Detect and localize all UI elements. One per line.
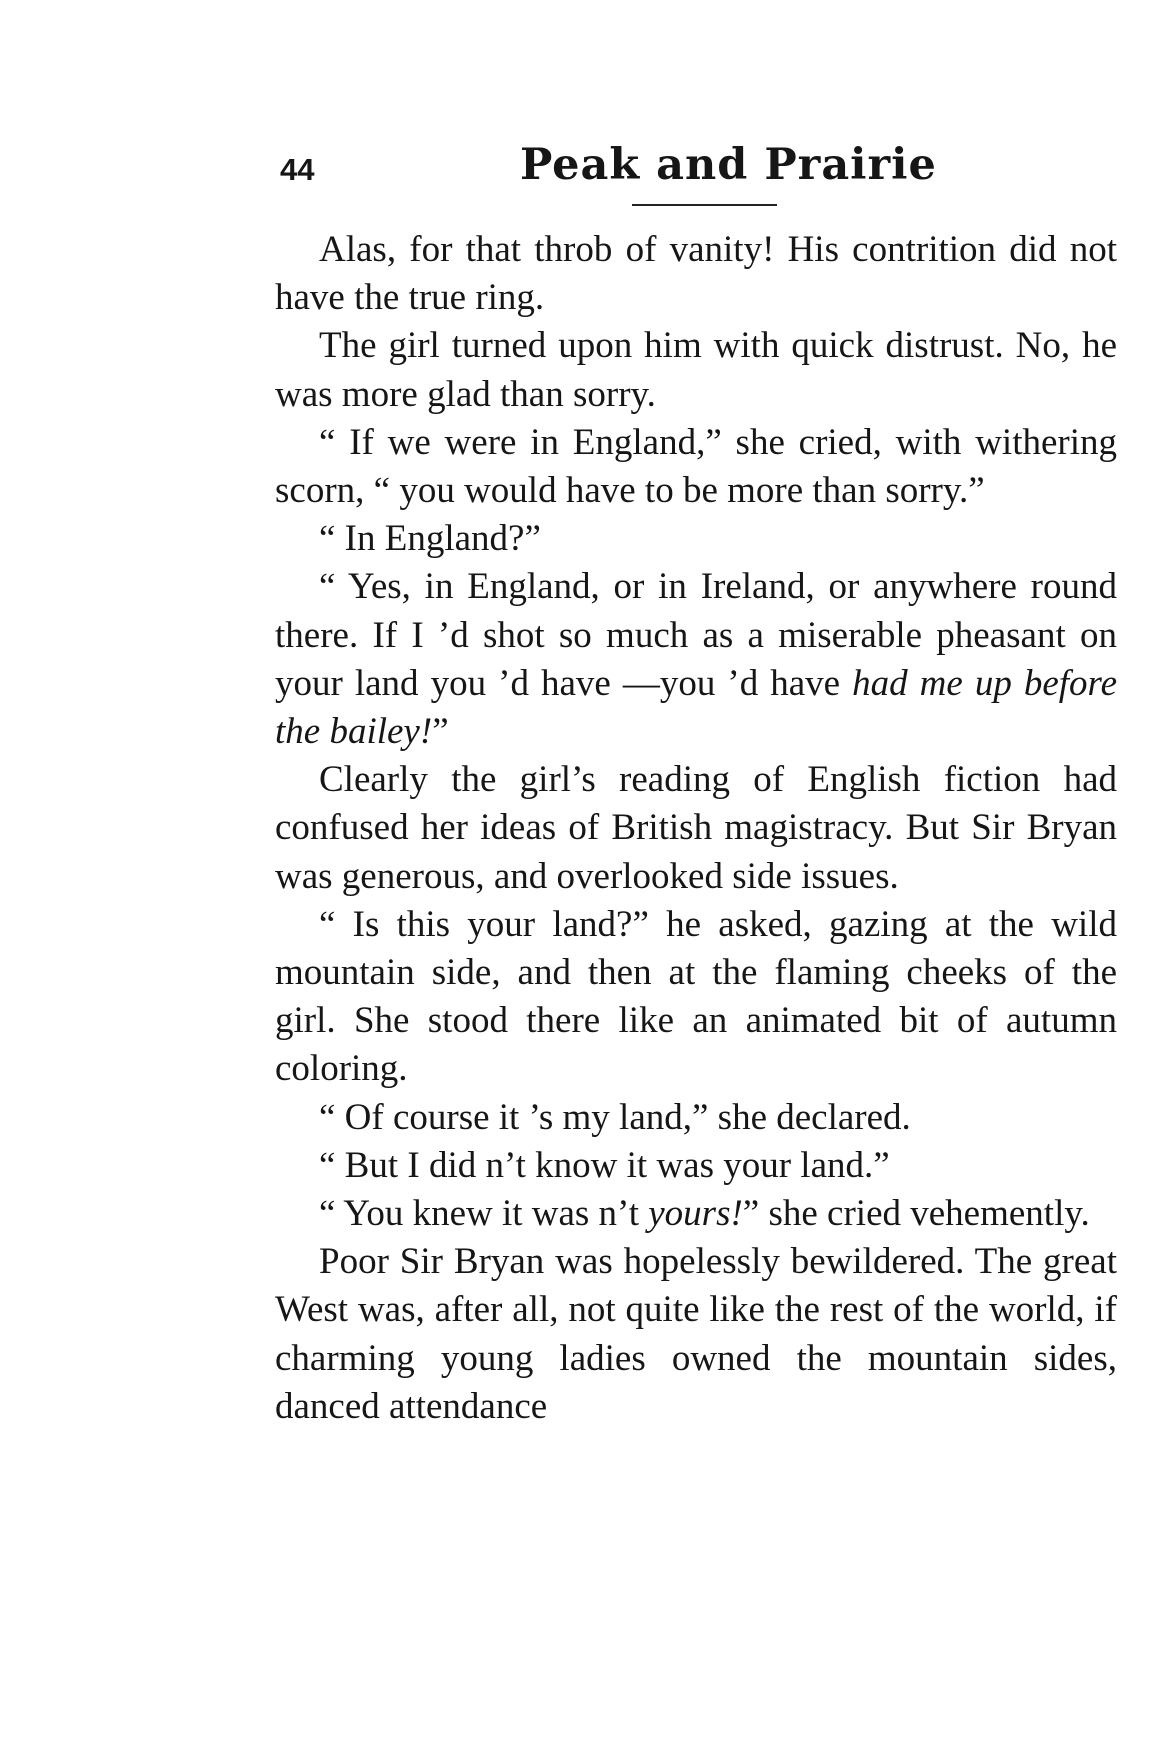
title-rule bbox=[632, 204, 777, 206]
paragraph: “ Is this your land?” he asked, gazing at the wild mountain side, and then at the flaming cheeks of the girl. She stood there like an animated bit of autumn coloring. bbox=[275, 903, 1117, 1090]
paragraph: Clearly the girl’s reading of English fiction had confused her ideas of British magistracy. But Sir Bryan was generous, and overlooked side issues. bbox=[275, 759, 1117, 897]
paragraph: “ In England?” bbox=[319, 518, 541, 560]
page-body bbox=[275, 226, 1117, 1431]
running-title: Peak and Prairie bbox=[520, 140, 937, 190]
paragraph: “ Yes, in England, or in Ireland, or anywhere round there. If I ’d shot so much as a miserable pheasant on your land you ’d have —you ’d have had me up before the bailey!” bbox=[275, 566, 1117, 753]
paragraph: “ Of course it ’s my land,” she declared. bbox=[319, 1096, 911, 1138]
paragraph: The girl turned upon him with quick distrust. No, he was more glad than sorry. bbox=[275, 325, 1117, 415]
paragraph: Alas, for that throb of vanity! His contrition did not have the true ring. bbox=[275, 229, 1117, 319]
paragraph: “ You knew it was n’t yours!” she cried vehemently. bbox=[319, 1193, 1090, 1235]
page-number: 44 bbox=[280, 152, 315, 187]
italic-phrase: yours! bbox=[648, 1193, 743, 1235]
paragraph: “ If we were in England,” she cried, with withering scorn, “ you would have to be more than sorry.” bbox=[275, 421, 1117, 512]
paragraph: Poor Sir Bryan was hopelessly bewildered. The great West was, after all, not quite like the rest of the world, if charming young ladies owned the mountain sides, danced attendance bbox=[275, 1241, 1117, 1427]
paragraph: “ But I did n’t know it was your land.” bbox=[319, 1144, 890, 1186]
italic-phrase: had me up before the bailey! bbox=[275, 662, 1117, 753]
